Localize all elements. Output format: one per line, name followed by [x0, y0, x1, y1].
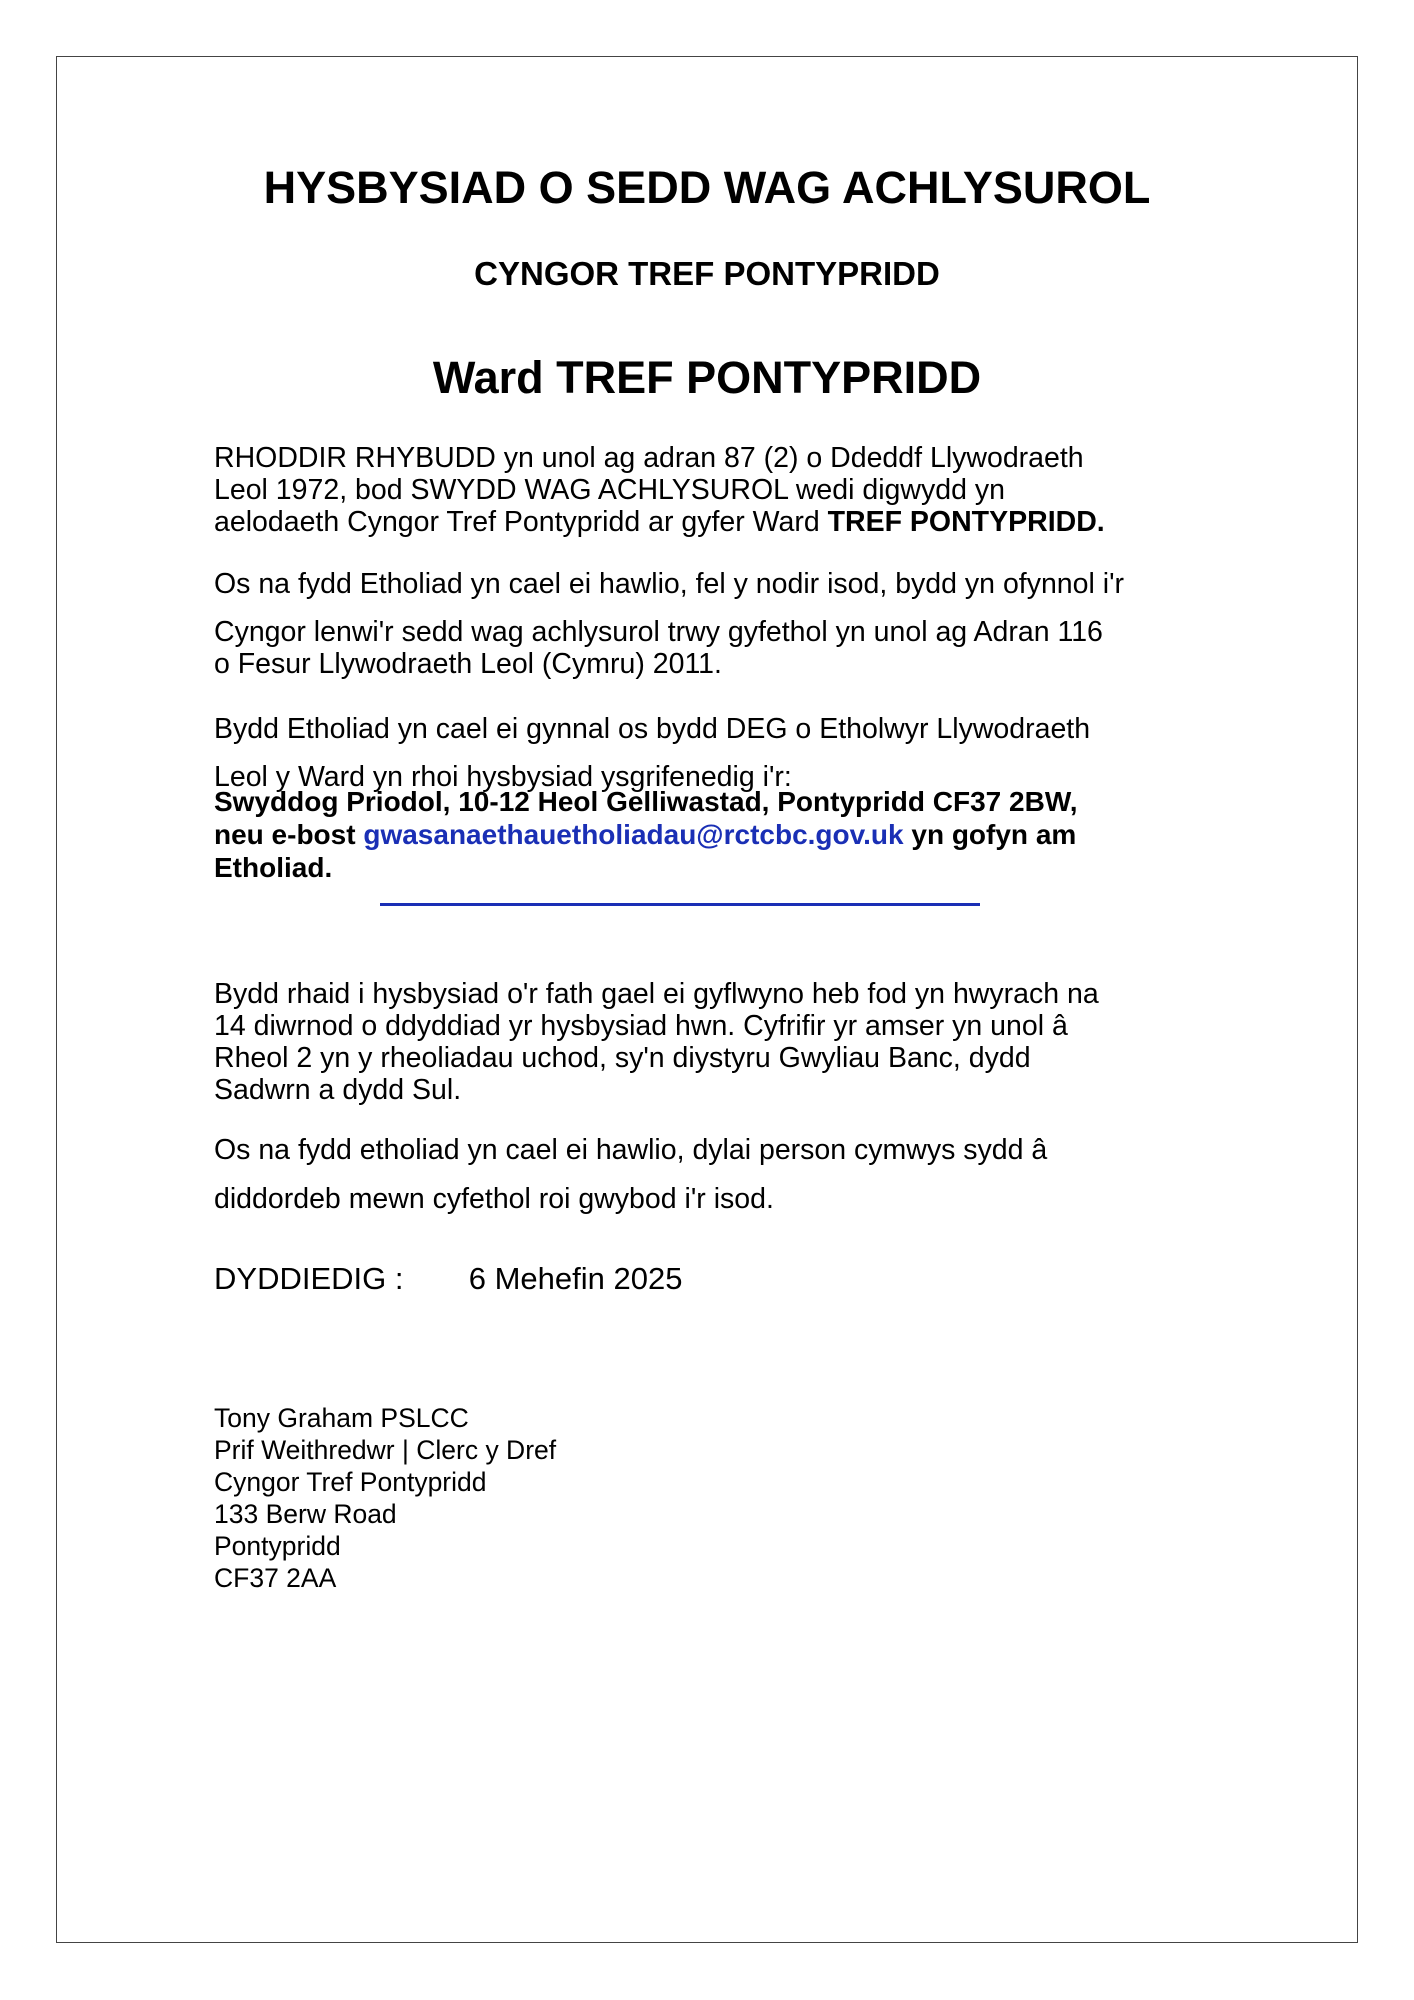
signatory-name: Tony Graham PSLCC — [214, 1403, 469, 1433]
address-town: Pontypridd — [214, 1531, 341, 1561]
email-link[interactable]: gwasanaethauetholiadau@rctcbc.gov.uk — [363, 819, 904, 850]
paragraph-line: diddordeb mewn cyfethol roi gwybod i'r isod. — [214, 1183, 774, 1215]
paragraph-line: Os na fydd etholiad yn cael ei hawlio, dylai person cymwys sydd â — [214, 1134, 1048, 1166]
paragraph-line: Bydd rhaid i hysbysiad o'r fath gael ei gyflwyno heb fod yn hwyrach na — [214, 978, 1099, 1010]
address-street: 133 Berw Road — [214, 1499, 397, 1529]
divider-rule — [380, 903, 980, 906]
signature-block — [214, 1402, 1214, 1594]
dated-row — [214, 1261, 1214, 1297]
dated-value: 6 Mehefin 2025 — [468, 1261, 683, 1296]
signatory-role: Prif Weithredwr | Clerc y Dref — [214, 1435, 557, 1465]
paragraph-text: aelodaeth Cyngor Tref Pontypridd ar gyfer Ward — [214, 506, 828, 538]
notice-paragraph-5-cont — [214, 1183, 1214, 1215]
notice-paragraph-1 — [214, 442, 1214, 538]
address-line: Etholiad. — [214, 852, 333, 883]
email-suffix: yn gofyn am — [903, 819, 1077, 850]
ward-name: Ward TREF PONTYPRIDD — [432, 352, 982, 403]
dated-label: DYDDIEDIG : — [214, 1261, 404, 1296]
paragraph-line: Sadwrn a dydd Sul. — [214, 1074, 462, 1106]
paragraph-line — [214, 506, 1214, 538]
notice-title: HYSBYSIAD O SEDD WAG ACHLYSUROL — [263, 162, 1151, 213]
notice-paragraph-2 — [214, 568, 1214, 600]
notice-paragraph-5 — [214, 1134, 1214, 1166]
paragraph-line: Os na fydd Etholiad yn cael ei hawlio, fel y nodir isod, bydd yn ofynnol i'r — [214, 568, 1125, 600]
address-line: Swyddog Priodol, 10-12 Heol Gelliwastad, Pontypridd CF37 2BW, — [214, 786, 1078, 817]
ward-emphasis: TREF PONTYPRIDD. — [827, 506, 1105, 538]
returning-officer-address — [214, 785, 1214, 884]
signatory-organisation: Cyngor Tref Pontypridd — [214, 1467, 487, 1497]
address-line — [214, 818, 1214, 851]
paragraph-line: Leol 1972, bod SWYDD WAG ACHLYSUROL wedi digwydd yn — [214, 474, 1005, 506]
paragraph-line: Rheol 2 yn y rheoliadau uchod, sy'n diystyru Gwyliau Banc, dydd — [214, 1042, 1031, 1074]
address-postcode: CF37 2AA — [214, 1563, 337, 1593]
notice-paragraph-4 — [214, 978, 1214, 1106]
paragraph-line: RHODDIR RHYBUDD yn unol ag adran 87 (2) o Ddeddf Llywodraeth — [214, 442, 1084, 474]
paragraph-line: Cyngor lenwi'r sedd wag achlysurol trwy gyfethol yn unol ag Adran 116 — [214, 616, 1103, 648]
notice-paragraph-2-cont — [214, 616, 1214, 680]
paragraph-line: 14 diwrnod o ddyddiad yr hysbysiad hwn. Cyfrifir yr amser yn unol â — [214, 1010, 1068, 1042]
notice-paragraph-3 — [214, 713, 1214, 745]
paragraph-line: Bydd Etholiad yn cael ei gynnal os bydd DEG o Etholwyr Llywodraeth — [214, 713, 1091, 745]
council-name: CYNGOR TREF PONTYPRIDD — [474, 255, 940, 292]
paragraph-line: o Fesur Llywodraeth Leol (Cymru) 2011. — [214, 648, 722, 680]
paragraph-line: Leol y Ward yn rhoi hysbysiad ysgrifenedig i'r: — [214, 761, 792, 793]
email-prefix: neu e-bost — [214, 819, 364, 850]
